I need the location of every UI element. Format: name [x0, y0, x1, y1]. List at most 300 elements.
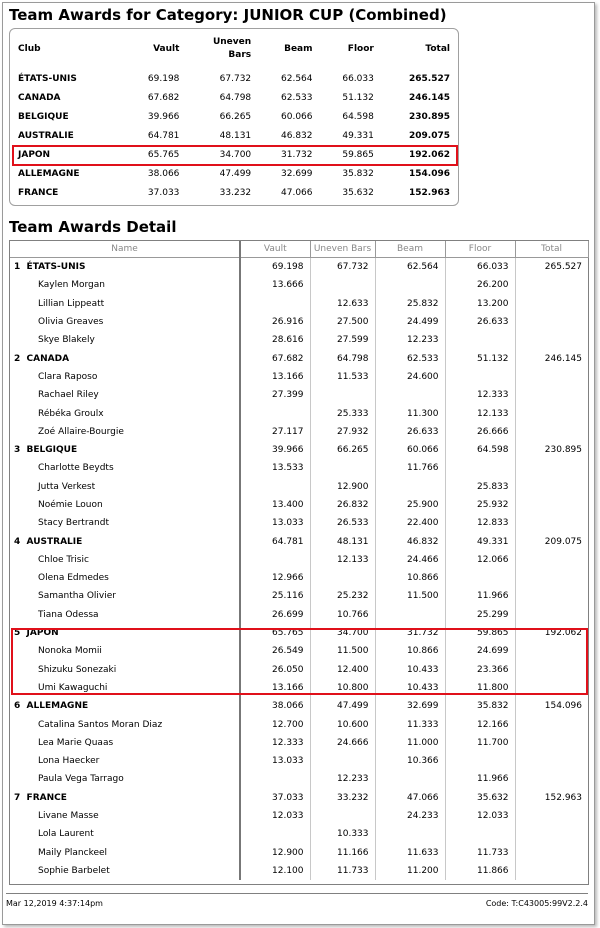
team-name: BELGIQUE [26, 445, 78, 456]
team-score-cell: 39.966 [240, 441, 310, 459]
athlete-total-cell [515, 715, 588, 733]
athlete-total-cell [515, 862, 588, 880]
summary-cell: 47.066 [281, 187, 313, 198]
athlete-name-cell: Jutta Verkest [10, 478, 240, 496]
athlete-score-cell: 13.166 [240, 679, 310, 697]
athlete-row [10, 295, 588, 313]
athlete-score-cell: 12.233 [375, 331, 445, 349]
summary-cell: 64.598 [342, 111, 374, 122]
athlete-name-cell: Tiana Odessa [10, 606, 240, 624]
athlete-score-cell [375, 606, 445, 624]
athlete-total-cell [515, 661, 588, 679]
athlete-row [10, 734, 588, 752]
team-score-cell: 47.066 [375, 789, 445, 807]
athlete-total-cell [515, 551, 588, 569]
team-name: ÉTATS-UNIS [26, 262, 86, 273]
athlete-total-cell [515, 752, 588, 770]
team-score-cell: 34.700 [310, 624, 375, 642]
athlete-name-cell: Skye Blakely [10, 331, 240, 349]
athlete-row [10, 844, 588, 862]
team-score-cell: 49.331 [445, 532, 515, 550]
athlete-score-cell [375, 770, 445, 788]
athlete-name-cell: Catalina Santos Moran Diaz [10, 715, 240, 733]
athlete-score-cell [310, 752, 375, 770]
athlete-score-cell: 23.366 [445, 661, 515, 679]
athlete-name-cell: Umi Kawaguchi [10, 679, 240, 697]
athlete-score-cell [310, 569, 375, 587]
athlete-row [10, 404, 588, 422]
athlete-score-cell: 26.666 [445, 423, 515, 441]
team-row [10, 697, 588, 715]
summary-row [14, 107, 454, 126]
athlete-score-cell [310, 386, 375, 404]
col-club: Club [18, 43, 41, 54]
summary-cell: 192.062 [409, 149, 450, 160]
athlete-score-cell: 25.932 [445, 496, 515, 514]
athlete-total-cell [515, 642, 588, 660]
athlete-row [10, 679, 588, 697]
summary-title: Team Awards for Category: JUNIOR CUP (Combined) [9, 6, 447, 24]
summary-panel [9, 28, 459, 206]
summary-cell: 47.499 [219, 168, 252, 179]
athlete-score-cell [240, 404, 310, 422]
athlete-score-cell [445, 368, 515, 386]
team-row [10, 789, 588, 807]
athlete-score-cell: 11.966 [445, 587, 515, 605]
team-score-cell: 31.732 [375, 624, 445, 642]
team-score-cell: 64.798 [310, 349, 375, 367]
team-rank: 1 [14, 262, 21, 273]
athlete-name-cell: Chloe Trisic [10, 551, 240, 569]
athlete-row [10, 459, 588, 477]
athlete-total-cell [515, 331, 588, 349]
athlete-score-cell [240, 478, 310, 496]
athlete-score-cell: 10.333 [310, 825, 375, 843]
team-score-cell: 47.499 [310, 697, 375, 715]
athlete-score-cell: 12.900 [310, 478, 375, 496]
athlete-row [10, 715, 588, 733]
summary-cell: 67.682 [147, 92, 180, 103]
athlete-total-cell [515, 423, 588, 441]
athlete-score-cell: 27.932 [310, 423, 375, 441]
summary-cell: 62.564 [281, 73, 313, 84]
summary-cell: 265.527 [409, 73, 450, 84]
summary-cell: 32.699 [281, 168, 313, 179]
athlete-name-cell: Lola Laurent [10, 825, 240, 843]
team-name-cell [10, 624, 240, 642]
athlete-row [10, 661, 588, 679]
athlete-score-cell: 11.333 [375, 715, 445, 733]
athlete-score-cell: 24.666 [310, 734, 375, 752]
athlete-name-cell: Stacy Bertrandt [10, 514, 240, 532]
athlete-name-cell: Sophie Barbelet [10, 862, 240, 880]
summary-row [14, 88, 454, 107]
athlete-score-cell: 10.866 [375, 569, 445, 587]
athlete-score-cell: 26.549 [240, 642, 310, 660]
athlete-score-cell [310, 276, 375, 294]
team-name-cell [10, 697, 240, 715]
athlete-score-cell [375, 276, 445, 294]
athlete-score-cell [445, 752, 515, 770]
athlete-total-cell [515, 295, 588, 313]
athlete-name-cell: Zoé Allaire-Bourgie [10, 423, 240, 441]
athlete-score-cell: 12.633 [310, 295, 375, 313]
summary-cell: 60.066 [281, 111, 313, 122]
athlete-score-cell: 10.433 [375, 679, 445, 697]
detail-header-cell: Vault [240, 241, 310, 258]
athlete-score-cell: 11.200 [375, 862, 445, 880]
athlete-score-cell: 25.833 [445, 478, 515, 496]
athlete-name-cell: Charlotte Beydts [10, 459, 240, 477]
summary-cell: 48.131 [219, 130, 252, 141]
athlete-score-cell: 24.233 [375, 807, 445, 825]
athlete-score-cell: 25.116 [240, 587, 310, 605]
athlete-row [10, 496, 588, 514]
athlete-score-cell [445, 569, 515, 587]
athlete-score-cell [445, 331, 515, 349]
team-score-cell: 209.075 [544, 536, 582, 547]
team-name-cell [10, 441, 240, 459]
athlete-score-cell: 12.033 [445, 807, 515, 825]
athlete-score-cell [240, 551, 310, 569]
athlete-name-cell: Maily Planckeel [10, 844, 240, 862]
col-vault: Vault [153, 43, 180, 54]
athlete-name-cell: Lillian Lippeatt [10, 295, 240, 313]
athlete-name-cell: Paula Vega Tarrago [10, 770, 240, 788]
team-rank: 3 [14, 445, 21, 456]
footer-timestamp: Mar 12,2019 4:37:14pm [6, 899, 103, 908]
team-score-cell: 230.895 [544, 445, 582, 456]
summary-cell: 39.966 [147, 111, 180, 122]
team-score-cell: 33.232 [310, 789, 375, 807]
team-row [10, 349, 588, 367]
detail-table [10, 241, 589, 880]
team-rank: 6 [14, 701, 21, 712]
team-score-cell: 67.682 [240, 349, 310, 367]
athlete-score-cell: 28.616 [240, 331, 310, 349]
team-score-cell: 35.632 [445, 789, 515, 807]
athlete-score-cell: 13.200 [445, 295, 515, 313]
athlete-score-cell [375, 386, 445, 404]
team-row [10, 532, 588, 550]
team-score-cell: 64.598 [445, 441, 515, 459]
athlete-total-cell [515, 679, 588, 697]
athlete-score-cell [445, 459, 515, 477]
athlete-row [10, 313, 588, 331]
athlete-score-cell: 11.800 [445, 679, 515, 697]
athlete-score-cell: 12.033 [240, 807, 310, 825]
team-score-cell: 62.564 [375, 258, 445, 277]
athlete-score-cell: 12.833 [445, 514, 515, 532]
summary-cell: 35.632 [342, 187, 374, 198]
detail-header-cell: Uneven Bars [310, 241, 375, 258]
team-row [10, 624, 588, 642]
detail-header-cell: Name [10, 241, 240, 258]
athlete-score-cell: 11.633 [375, 844, 445, 862]
team-name: CANADA [26, 353, 70, 364]
team-name: FRANCE [26, 792, 67, 803]
athlete-score-cell: 13.533 [240, 459, 310, 477]
team-score-cell: 66.265 [310, 441, 375, 459]
summary-row [14, 126, 454, 145]
team-rank: 4 [14, 536, 21, 547]
athlete-total-cell [515, 368, 588, 386]
athlete-row [10, 514, 588, 532]
athlete-total-cell [515, 386, 588, 404]
athlete-score-cell: 25.832 [375, 295, 445, 313]
team-score-cell: 59.865 [445, 624, 515, 642]
summary-cell: 66.265 [219, 111, 252, 122]
athlete-score-cell: 12.966 [240, 569, 310, 587]
detail-panel [9, 240, 589, 885]
summary-cell: ALLEMAGNE [18, 168, 80, 179]
athlete-score-cell: 26.633 [445, 313, 515, 331]
athlete-row [10, 569, 588, 587]
summary-row [14, 145, 454, 164]
athlete-score-cell: 11.700 [445, 734, 515, 752]
detail-header-cell: Floor [445, 241, 515, 258]
athlete-name-cell: Rachael Riley [10, 386, 240, 404]
athlete-score-cell [310, 459, 375, 477]
team-name-cell [10, 349, 240, 367]
athlete-row [10, 825, 588, 843]
athlete-score-cell: 11.733 [445, 844, 515, 862]
col-beam: Beam [284, 43, 313, 54]
team-score-cell: 62.533 [375, 349, 445, 367]
athlete-score-cell: 26.916 [240, 313, 310, 331]
summary-cell: 62.533 [281, 92, 313, 103]
athlete-score-cell: 11.300 [375, 404, 445, 422]
footer-divider [6, 893, 588, 894]
team-score-cell: 64.781 [240, 532, 310, 550]
athlete-score-cell [240, 295, 310, 313]
athlete-score-cell: 11.766 [375, 459, 445, 477]
athlete-name-cell: Rébéka Groulx [10, 404, 240, 422]
athlete-score-cell: 26.832 [310, 496, 375, 514]
athlete-name-cell: Olena Edmedes [10, 569, 240, 587]
athlete-score-cell: 26.533 [310, 514, 375, 532]
athlete-name-cell: Lona Haecker [10, 752, 240, 770]
athlete-name-cell: Livane Masse [10, 807, 240, 825]
athlete-score-cell: 13.033 [240, 752, 310, 770]
team-score-cell: 154.096 [544, 701, 582, 712]
detail-header-cell: Total [515, 241, 588, 258]
summary-cell: 35.832 [342, 168, 374, 179]
athlete-score-cell: 12.400 [310, 661, 375, 679]
athlete-name-cell: Shizuku Sonezaki [10, 661, 240, 679]
athlete-name-cell: Noémie Louon [10, 496, 240, 514]
team-score-cell: 192.062 [544, 628, 582, 639]
athlete-score-cell [240, 770, 310, 788]
athlete-total-cell [515, 313, 588, 331]
summary-cell: 67.732 [219, 73, 252, 84]
athlete-score-cell [375, 825, 445, 843]
athlete-row [10, 807, 588, 825]
athlete-score-cell: 27.599 [310, 331, 375, 349]
team-rank: 5 [14, 628, 21, 639]
athlete-score-cell: 11.966 [445, 770, 515, 788]
team-name-cell [10, 789, 240, 807]
athlete-score-cell: 10.600 [310, 715, 375, 733]
summary-cell: 209.075 [409, 130, 450, 141]
athlete-score-cell: 13.166 [240, 368, 310, 386]
team-score-cell: 265.527 [544, 262, 582, 273]
athlete-total-cell [515, 734, 588, 752]
athlete-row [10, 551, 588, 569]
athlete-total-cell [515, 478, 588, 496]
team-score-cell: 38.066 [240, 697, 310, 715]
team-score-cell: 246.145 [544, 353, 582, 364]
athlete-total-cell [515, 514, 588, 532]
athlete-total-cell [515, 459, 588, 477]
summary-cell: BELGIQUE [18, 111, 69, 122]
athlete-row [10, 423, 588, 441]
athlete-score-cell: 22.400 [375, 514, 445, 532]
footer-code: Code: T:C43005:99V2.2.4 [485, 899, 588, 908]
col-uneven-bars: Uneven Bars [212, 37, 252, 60]
athlete-total-cell [515, 496, 588, 514]
athlete-score-cell: 11.866 [445, 862, 515, 880]
athlete-total-cell [515, 807, 588, 825]
athlete-score-cell: 12.166 [445, 715, 515, 733]
team-row [10, 441, 588, 459]
summary-cell: 38.066 [147, 168, 180, 179]
athlete-total-cell [515, 825, 588, 843]
athlete-row [10, 752, 588, 770]
athlete-total-cell [515, 606, 588, 624]
summary-table [14, 35, 454, 202]
summary-cell: CANADA [18, 92, 61, 103]
athlete-name-cell: Nonoka Momii [10, 642, 240, 660]
team-score-cell: 48.131 [310, 532, 375, 550]
athlete-score-cell: 25.900 [375, 496, 445, 514]
team-name: ALLEMAGNE [26, 701, 89, 712]
athlete-score-cell: 11.500 [310, 642, 375, 660]
summary-cell: 230.895 [409, 111, 450, 122]
athlete-total-cell [515, 770, 588, 788]
athlete-score-cell: 12.100 [240, 862, 310, 880]
team-score-cell: 37.033 [240, 789, 310, 807]
athlete-score-cell: 26.200 [445, 276, 515, 294]
summary-cell: ÉTATS-UNIS [18, 73, 77, 84]
team-score-cell: 66.033 [445, 258, 515, 277]
summary-cell: 46.832 [281, 130, 313, 141]
athlete-total-cell [515, 844, 588, 862]
athlete-score-cell: 25.299 [445, 606, 515, 624]
athlete-score-cell: 24.600 [375, 368, 445, 386]
athlete-score-cell: 13.666 [240, 276, 310, 294]
athlete-score-cell: 24.699 [445, 642, 515, 660]
athlete-total-cell [515, 404, 588, 422]
athlete-score-cell: 27.500 [310, 313, 375, 331]
team-name: AUSTRALIE [26, 536, 83, 547]
athlete-score-cell: 13.033 [240, 514, 310, 532]
summary-cell: 246.145 [409, 92, 450, 103]
athlete-score-cell: 27.117 [240, 423, 310, 441]
summary-cell: AUSTRALIE [18, 130, 74, 141]
team-score-cell: 51.132 [445, 349, 515, 367]
athlete-score-cell: 13.400 [240, 496, 310, 514]
athlete-score-cell: 12.333 [445, 386, 515, 404]
team-score-cell: 60.066 [375, 441, 445, 459]
team-score-cell: 46.832 [375, 532, 445, 550]
summary-cell: JAPON [18, 149, 51, 160]
athlete-name-cell: Samantha Olivier [10, 587, 240, 605]
athlete-total-cell [515, 569, 588, 587]
athlete-score-cell: 11.500 [375, 587, 445, 605]
athlete-row [10, 862, 588, 880]
athlete-score-cell: 12.700 [240, 715, 310, 733]
athlete-row [10, 368, 588, 386]
team-name: JAPON [26, 628, 59, 639]
athlete-score-cell: 10.766 [310, 606, 375, 624]
summary-cell: 66.033 [342, 73, 374, 84]
athlete-score-cell: 27.399 [240, 386, 310, 404]
team-score-cell: 152.963 [544, 792, 582, 803]
athlete-row [10, 642, 588, 660]
team-rank: 7 [14, 792, 21, 803]
team-score-cell: 32.699 [375, 697, 445, 715]
athlete-score-cell: 11.000 [375, 734, 445, 752]
col-floor: Floor [347, 43, 374, 54]
athlete-total-cell [515, 587, 588, 605]
athlete-score-cell: 10.366 [375, 752, 445, 770]
team-score-cell: 67.732 [310, 258, 375, 277]
athlete-score-cell [240, 825, 310, 843]
summary-cell: 64.781 [147, 130, 180, 141]
athlete-score-cell: 11.533 [310, 368, 375, 386]
athlete-score-cell: 10.866 [375, 642, 445, 660]
athlete-score-cell: 24.466 [375, 551, 445, 569]
summary-cell: 69.198 [147, 73, 180, 84]
athlete-score-cell [445, 825, 515, 843]
summary-cell: 152.963 [409, 187, 450, 198]
summary-cell: 64.798 [219, 92, 252, 103]
athlete-score-cell: 26.633 [375, 423, 445, 441]
athlete-score-cell: 12.066 [445, 551, 515, 569]
athlete-score-cell: 12.233 [310, 770, 375, 788]
team-row [10, 258, 588, 277]
team-score-cell: 35.832 [445, 697, 515, 715]
col-total: Total [425, 43, 450, 54]
team-score-cell: 69.198 [240, 258, 310, 277]
athlete-row [10, 606, 588, 624]
team-rank: 2 [14, 353, 21, 364]
athlete-total-cell [515, 276, 588, 294]
athlete-score-cell [310, 807, 375, 825]
athlete-row [10, 386, 588, 404]
detail-header-cell: Beam [375, 241, 445, 258]
athlete-score-cell: 25.333 [310, 404, 375, 422]
summary-cell: FRANCE [18, 187, 59, 198]
athlete-score-cell: 24.499 [375, 313, 445, 331]
athlete-name-cell: Lea Marie Quaas [10, 734, 240, 752]
detail-title: Team Awards Detail [9, 218, 177, 236]
summary-cell: 59.865 [342, 149, 374, 160]
summary-row [14, 69, 454, 88]
team-score-cell: 65.765 [240, 624, 310, 642]
summary-cell: 65.765 [147, 149, 180, 160]
athlete-score-cell: 12.900 [240, 844, 310, 862]
summary-cell: 31.732 [281, 149, 313, 160]
athlete-row [10, 587, 588, 605]
athlete-score-cell: 11.733 [310, 862, 375, 880]
team-name-cell [10, 258, 240, 277]
athlete-row [10, 770, 588, 788]
summary-row [14, 164, 454, 183]
athlete-score-cell: 12.133 [445, 404, 515, 422]
athlete-score-cell: 26.699 [240, 606, 310, 624]
